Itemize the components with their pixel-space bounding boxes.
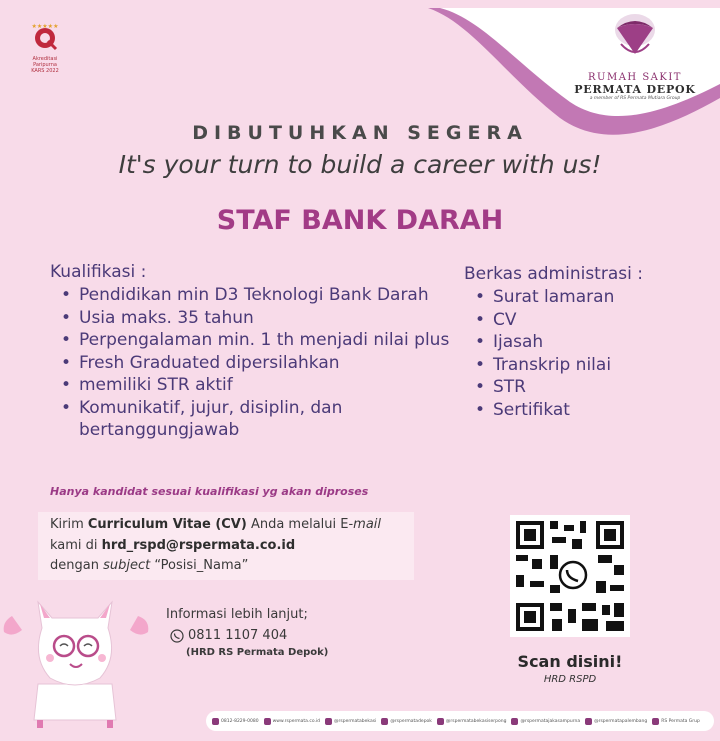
contact-phone[interactable]: [170, 628, 287, 643]
qr-code-icon: [510, 515, 630, 637]
list-item: • Komunikatif, jujur, disiplin, dan bertanggungjawab: [50, 397, 354, 442]
qr-code[interactable]: [510, 515, 630, 637]
footer-item[interactable]: RS Permata Grup: [652, 718, 700, 725]
instagram-icon: [381, 718, 388, 725]
instagram-icon: [437, 718, 444, 725]
instagram-icon: [325, 718, 332, 725]
accreditation-badge: [22, 22, 68, 74]
list-item: • CV: [464, 309, 704, 332]
list-item: • Pendidikan min D3 Teknologi Bank Darah: [50, 284, 470, 307]
globe-icon: [264, 718, 271, 725]
instagram-icon: [511, 718, 518, 725]
scan-caption: HRD RSPD: [543, 674, 597, 685]
hospital-group: a member of RS Permata Mutiara Group: [589, 96, 681, 101]
apply-line-2: kami di hrd_rspd@rspermata.co.id: [50, 538, 296, 553]
footer-contacts: [206, 711, 714, 731]
documents-section: [464, 264, 704, 421]
footer-item[interactable]: @rspermatadepok: [381, 718, 432, 725]
application-box: [38, 512, 414, 580]
footer-item[interactable]: @rspermatabekasiserpong: [437, 718, 507, 725]
list-item: • Ijasah: [464, 331, 704, 354]
accreditation-text: Akreditasi Paripurna: [32, 56, 58, 68]
accreditation-icon: [28, 22, 62, 52]
footer-item[interactable]: www.rspermata.co.id: [264, 718, 320, 725]
list-item: • Usia maks. 35 tahun: [50, 307, 470, 330]
documents-title: Berkas administrasi :: [464, 264, 643, 284]
email-link[interactable]: hrd_rspd@rspermata.co.id: [101, 538, 296, 553]
list-item: • STR: [464, 376, 704, 399]
footer-item[interactable]: @rspermatabekasi: [325, 718, 376, 725]
qualifications-section: [50, 262, 470, 442]
contact-label: (HRD RS Permata Depok): [186, 647, 329, 658]
list-item: • Transkrip nilai: [464, 354, 704, 377]
accreditation-year: KARS 2022: [31, 68, 59, 74]
hospital-name-line1: RUMAH SAKIT: [588, 72, 682, 83]
list-item: • Perpengalaman min. 1 th menjadi nilai plus: [50, 329, 470, 352]
svg-text:★★★★★: ★★★★★: [31, 23, 59, 30]
headline-tagline: It's your turn to build a career with us!: [118, 150, 602, 179]
hospital-gem-icon: [605, 10, 665, 62]
hospital-logo: [560, 10, 710, 101]
qualifications-title: Kualifikasi :: [50, 262, 147, 282]
apply-line-1: Kirim Curriculum Vitae (CV) Anda melalui E-mail: [50, 517, 382, 532]
list-item: • Surat lamaran: [464, 286, 704, 309]
hospital-name-line2: PERMATA DEPOK: [574, 83, 696, 96]
footer-item[interactable]: 0812-8229-0080: [212, 718, 259, 725]
scan-label: Scan disini!: [517, 652, 623, 671]
whatsapp-icon: [170, 629, 184, 643]
more-info-label: Informasi lebih lanjut;: [166, 607, 308, 622]
list-item: • Fresh Graduated dipersilahkan: [50, 352, 470, 375]
list-item: • Sertifikat: [464, 399, 704, 422]
headline-urgent: DIBUTUHKAN SEGERA: [192, 122, 528, 144]
youtube-icon: [652, 718, 659, 725]
cat-mascot-icon: [0, 588, 160, 730]
footer-item[interactable]: @rspermatapalembang: [585, 718, 647, 725]
phone-number: 0811 1107 404: [188, 628, 288, 643]
list-item: • memiliki STR aktif: [50, 374, 470, 397]
documents-list: [464, 286, 704, 421]
footer-item[interactable]: @rspermatajakasampurna: [511, 718, 580, 725]
instagram-icon: [585, 718, 592, 725]
position-title: STAF BANK DARAH: [216, 205, 504, 236]
qualifications-list: [50, 284, 470, 442]
selection-note: Hanya kandidat sesuai kualifikasi yg akan diproses: [50, 485, 369, 498]
apply-line-3: dengan subject “Posisi_Nama”: [50, 558, 249, 573]
whatsapp-icon: [212, 718, 219, 725]
